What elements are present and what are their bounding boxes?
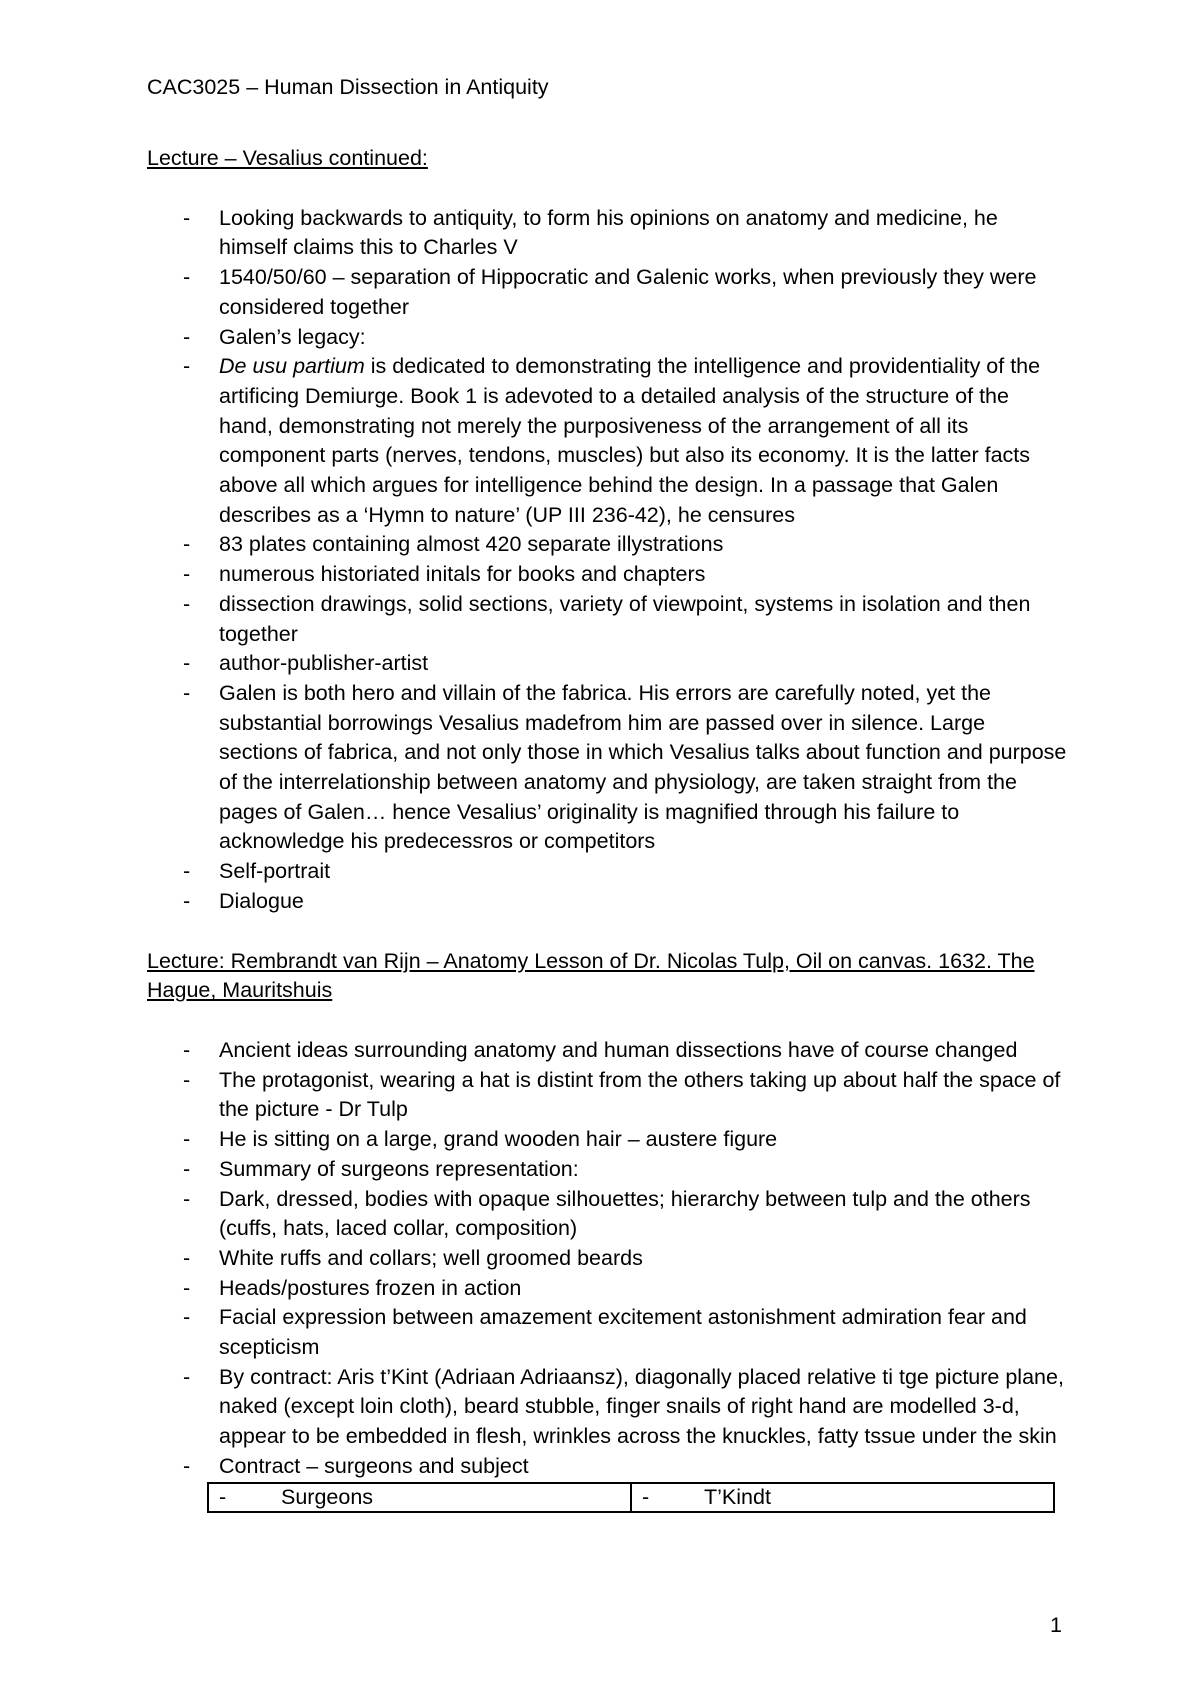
- bullet-dash: -: [183, 1067, 191, 1092]
- bullet-dash: -: [183, 1245, 191, 1270]
- bullet-dash: -: [183, 532, 191, 557]
- bullet-dash: -: [183, 324, 191, 349]
- bullet-dash: -: [183, 1364, 191, 1389]
- list-item: - dissection drawings, solid sections, variety of viewpoint, systems in isolation and then together: [183, 591, 1031, 646]
- table-header-surgeons: Surgeons: [281, 1484, 374, 1509]
- bullet-dash: -: [183, 354, 191, 379]
- bullet-dash: -: [183, 562, 191, 587]
- bullet-dash: -: [183, 1275, 191, 1300]
- bullet-dash: -: [183, 859, 191, 884]
- list-item: - Galen is both hero and villain of the fabrica. His errors are carefully noted, yet the substantial borrowings Vesalius madefrom him are passed over in silence. Large sections of fabrica, and not only those in which Vesalius talks about function and purpose of the interrelationship between anatomy and physiology, are taken straight from the pages of Galen… hence Vesalius’ originality is magnified through his failure to acknowledge his predecessros or competitors: [183, 680, 1067, 854]
- bullet-dash: -: [183, 651, 191, 676]
- list-item: - Dialogue: [147, 887, 1067, 917]
- list-item: - Summary of surgeons representation:: [147, 1155, 1067, 1185]
- bullet-dash: -: [183, 1037, 191, 1062]
- table-row: [208, 1483, 1054, 1512]
- list-item: - De usu partium is dedicated to demonstrating the intelligence and providentiality of the artificing Demiurge. Book 1 is adevoted to a detailed analysis of the structure of the hand, demonstrating not merely the purposiveness of the arrangement of all its component parts (nerves, tendons, muscles) but also its economy. It is the latter facts above all which argues for intelligence behind the design. In a passage that Galen describes as a ‘Hymn to nature’ (UP III 236-42), he censures: [183, 354, 1041, 527]
- list-item: - The protagonist, wearing a hat is distint from the others taking up about half the space of the picture - Dr Tulp: [183, 1067, 1061, 1122]
- bullet-list-rembrandt: [147, 1036, 1067, 1482]
- list-item: - Facial expression between amazement excitement astonishment admiration fear and scepticism: [183, 1305, 1027, 1360]
- document-title: CAC3025 – Human Dissection in Antiquity: [147, 75, 549, 99]
- table-cell-surgeons: [208, 1483, 631, 1512]
- bullet-dash: -: [183, 888, 191, 913]
- page-number: 1: [1050, 1613, 1062, 1637]
- list-item: - Dark, dressed, bodies with opaque silhouettes; hierarchy between tulp and the others (cuffs, hats, laced collar, composition): [183, 1186, 1031, 1241]
- bullet-dash: -: [183, 1186, 191, 1211]
- list-item: - Looking backwards to antiquity, to form his opinions on anatomy and medicine, he himself claims this to Charles V: [183, 205, 998, 260]
- bullet-dash: -: [183, 591, 191, 616]
- bullet-dash: -: [183, 1127, 191, 1152]
- list-item: - numerous historiated initals for books and chapters: [147, 560, 1067, 590]
- document-page: [147, 72, 1067, 1513]
- section-title-rembrandt: Lecture: Rembrandt van Rijn – Anatomy Lesson of Dr. Nicolas Tulp, Oil on canvas. 1632. The Hague, Mauritshuis: [147, 948, 1035, 1003]
- book-title-italic: De usu partium: [219, 354, 365, 379]
- comparison-table: [207, 1482, 1055, 1513]
- bullet-dash: -: [183, 265, 191, 290]
- bullet-list-vesalius: [147, 204, 1067, 917]
- list-item: - He is sitting on a large, grand wooden hair – austere figure: [147, 1125, 1067, 1155]
- list-item: - By contract: Aris t’Kint (Adriaan Adriaansz), diagonally placed relative ti tge picture plane, naked (except loin cloth), beard stubble, finger snails of right hand are modelled 3-d, appear to be embedded in flesh, wrinkles across the knuckles, fatty tssue under the skin: [183, 1364, 1064, 1449]
- list-item: - White ruffs and collars; well groomed beards: [147, 1244, 1067, 1274]
- list-item: - Galen’s legacy:: [147, 323, 1067, 353]
- table-header-tkindt: T’Kindt: [704, 1484, 771, 1509]
- list-item: - Heads/postures frozen in action: [147, 1274, 1067, 1304]
- bullet-dash: -: [183, 1305, 191, 1330]
- cell-dash: -: [642, 1484, 650, 1509]
- list-item: - 1540/50/60 – separation of Hippocratic and Galenic works, when previously they were considered together: [183, 265, 1037, 319]
- cell-dash: -: [219, 1484, 227, 1509]
- section-title-vesalius: Lecture – Vesalius continued:: [147, 146, 428, 170]
- list-item: - author-publisher-artist: [147, 649, 1067, 679]
- list-item: - Ancient ideas surrounding anatomy and human dissections have of course changed: [147, 1036, 1067, 1066]
- bullet-dash: -: [183, 1156, 191, 1181]
- table-cell-tkindt: [631, 1483, 1054, 1512]
- list-item: - Self-portrait: [147, 857, 1067, 887]
- list-item: - Contract – surgeons and subject: [147, 1452, 1067, 1482]
- bullet-dash: -: [183, 680, 191, 705]
- bullet-dash: -: [183, 1453, 191, 1478]
- bullet-dash: -: [183, 205, 191, 230]
- list-item: - 83 plates containing almost 420 separate illystrations: [147, 530, 1067, 560]
